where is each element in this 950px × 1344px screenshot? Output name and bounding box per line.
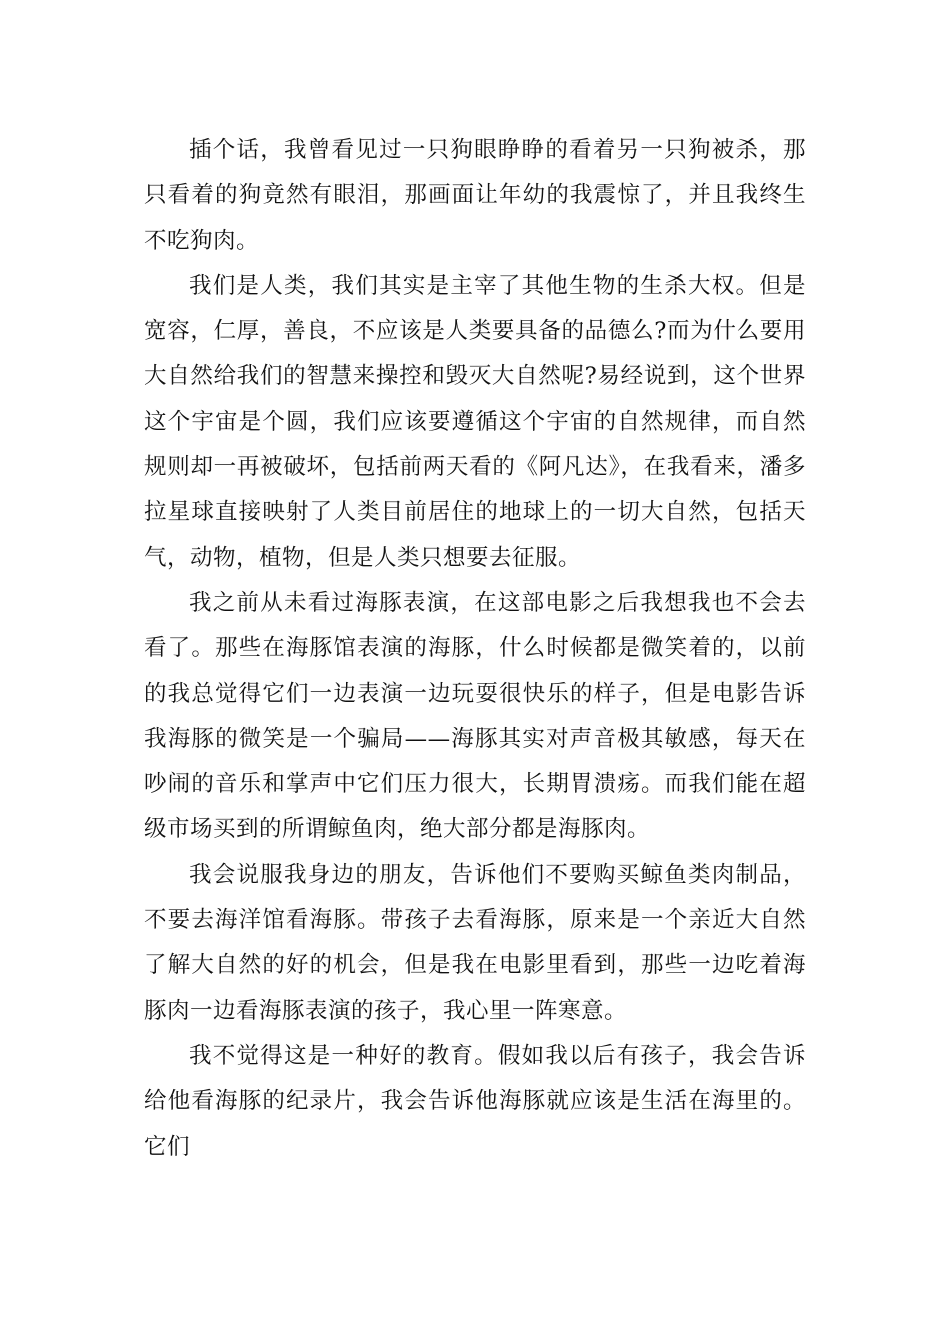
paragraph-2: 我们是人类，我们其实是主宰了其他生物的生杀大权。但是宽容，仁厚，善良，不应该是人类要具备的品德么?而为什么要用大自然给我们的智慧来操控和毁灭大自然呢?易经说到，这个世界这个宇宙是个圆，我们应该要遵循这个宇宙的自然规律，而自然规则却一再被破坏，包括前两天看的《阿凡达》，在我看来，潘多拉星球直接映射了人类目前居住的地球上的一切大自然，包括天气，动物，植物，但是人类只想要去征服。 [144,272,806,571]
paragraph-1: 插个话，我曾看见过一只狗眼睁睁的看着另一只狗被杀，那只看着的狗竟然有眼泪，那画面让年幼的我震惊了，并且我终生不吃狗肉。 [144,137,806,254]
paragraph-5: 我不觉得这是一种好的教育。假如我以后有孩子，我会告诉给他看海豚的纪录片，我会告诉他海豚就应该是生活在海里的。它们 [144,1042,806,1160]
document-body [144,128,806,1170]
paragraph-4: 我会说服我身边的朋友，告诉他们不要购买鲸鱼类肉制品，不要去海洋馆看海豚。带孩子去看海豚，原来是一个亲近大自然了解大自然的好的机会，但是我在电影里看到，那些一边吃着海豚肉一边看海豚表演的孩子，我心里一阵寒意。 [144,861,806,1024]
paragraph-3: 我之前从未看过海豚表演，在这部电影之后我想我也不会去看了。那些在海豚馆表演的海豚，什么时候都是微笑着的，以前的我总觉得它们一边表演一边玩耍很快乐的样子，但是电影告诉我海豚的微笑是一个骗局——海豚其实对声音极其敏感，每天在吵闹的音乐和掌声中它们压力很大，长期胃溃疡。而我们能在超级市场买到的所谓鲸鱼肉，绝大部分都是海豚肉。 [144,589,806,843]
